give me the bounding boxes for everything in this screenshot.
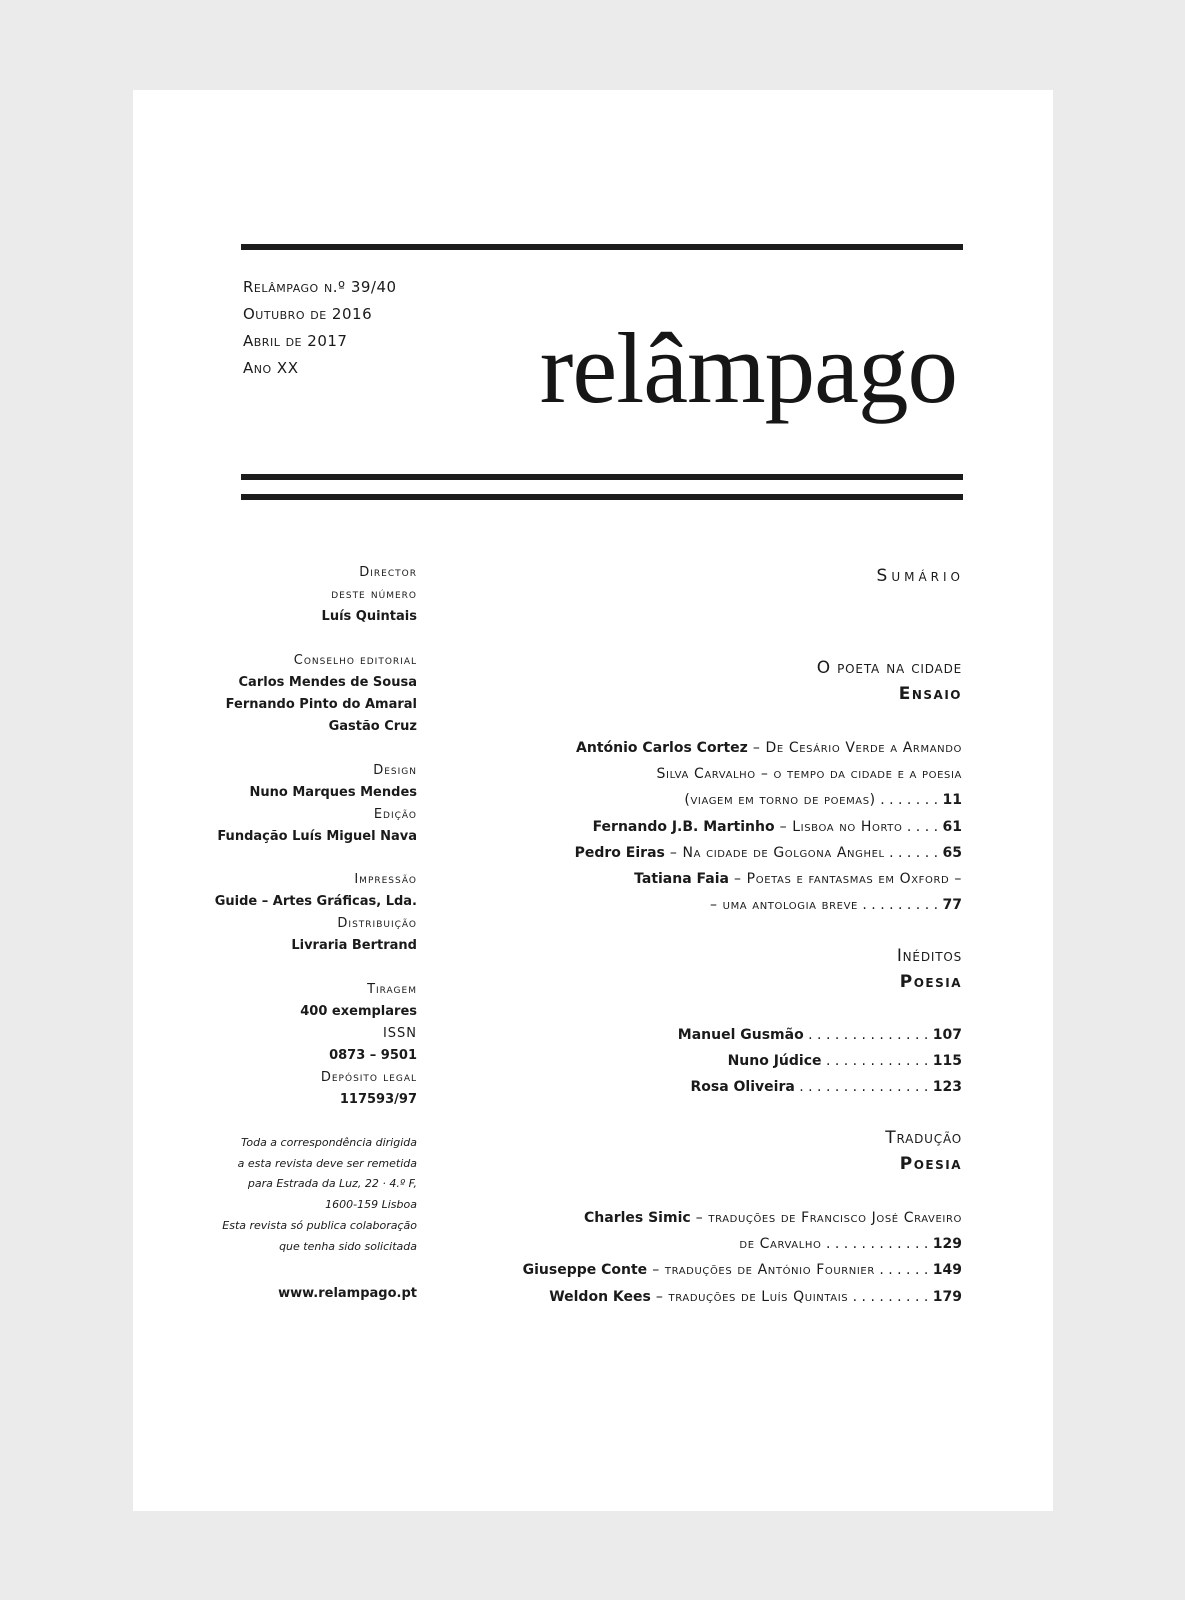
- label: Design: [373, 763, 417, 778]
- website-link[interactable]: www.relampago.pt: [278, 1286, 417, 1301]
- author: Tatiana Faia: [634, 871, 729, 888]
- value: Guide – Artes Gráficas, Lda.: [214, 894, 417, 909]
- page-number: 61: [942, 818, 962, 835]
- label: Conselho editorial: [293, 653, 417, 668]
- section-ensaio-header: [817, 655, 962, 707]
- issue-date-1: Outubro de 2016: [243, 305, 373, 323]
- toc-line: [575, 840, 962, 866]
- note-line: a esta revista deve ser remetida: [237, 1156, 417, 1170]
- value: Luís Quintais: [321, 609, 417, 624]
- section-subtitle: Inéditos: [896, 946, 962, 966]
- entry-title: – uma antologia breve: [710, 897, 858, 914]
- section-ineditos-entries: [678, 1022, 962, 1101]
- toc-line: [575, 787, 962, 813]
- entry-title: – Poetas e fantasmas em Oxford –: [728, 871, 962, 888]
- label: Impressão: [354, 872, 417, 887]
- dot-leader: . . . . . . . . . . . .: [821, 1053, 933, 1070]
- label: Depósito legal: [320, 1070, 417, 1085]
- value: Nuno Marques Mendes: [249, 785, 417, 800]
- dot-leader: . . . . . . .: [875, 792, 943, 809]
- dot-leader: . . . . . . . . . . . . . . .: [794, 1079, 933, 1096]
- author: Manuel Gusmão: [677, 1027, 804, 1043]
- correspondence-note: [222, 1133, 417, 1257]
- value: 0873 – 9501: [329, 1048, 417, 1063]
- credits-tiragem: [300, 979, 417, 1111]
- author: Giuseppe Conte: [522, 1262, 648, 1279]
- top-rule: [241, 244, 963, 250]
- entry-title: – traduções de Francisco José Craveiro: [690, 1210, 962, 1226]
- dot-leader: . . . . . . . . . . . .: [821, 1236, 933, 1253]
- entry-title: – traduções de António Fournier: [647, 1262, 875, 1279]
- note-line: 1600-159 Lisboa: [325, 1198, 417, 1212]
- page-number: 11: [942, 792, 962, 809]
- page-number: 107: [932, 1027, 962, 1043]
- author: Rosa Oliveira: [690, 1079, 795, 1096]
- toc-line: [575, 814, 962, 840]
- toc-line: [678, 1048, 962, 1074]
- entry-title: de Carvalho: [739, 1236, 822, 1253]
- toc-line: [523, 1257, 962, 1283]
- issue-date-2: Abril de 2017: [243, 332, 348, 350]
- page-number: 115: [932, 1053, 962, 1070]
- section-traducao-header: [885, 1125, 962, 1177]
- dot-leader: . . . . . . . . .: [848, 1288, 933, 1305]
- page-number: 129: [932, 1236, 962, 1253]
- page-number: 65: [942, 844, 962, 861]
- author: Weldon Kees: [549, 1288, 651, 1305]
- sumario-title: Sumário: [876, 566, 964, 586]
- value: Fundação Luís Miguel Nava: [217, 829, 417, 844]
- author: Charles Simic: [584, 1210, 691, 1226]
- entry-title: Silva Carvalho – o tempo da cidade e a poesia: [656, 766, 962, 783]
- entry-title: – Na cidade de Golgona Anghel: [664, 844, 885, 861]
- page-number: 123: [932, 1079, 962, 1096]
- dot-leader: . . . . . .: [884, 844, 943, 861]
- label: Director: [359, 565, 417, 580]
- dot-leader: . . . . . . . . .: [857, 897, 943, 914]
- author: Fernando J.B. Martinho: [592, 818, 775, 835]
- value: 400 exemplares: [300, 1004, 417, 1019]
- credits-design: [217, 760, 417, 848]
- label: Tiragem: [367, 982, 417, 997]
- toc-line: [575, 866, 962, 892]
- author: António Carlos Cortez: [576, 740, 748, 756]
- entry-title: (viagem em torno de poemas): [684, 792, 876, 809]
- credits-impressao: [215, 869, 417, 957]
- dot-leader: . . . .: [902, 818, 943, 835]
- toc-line: [523, 1231, 962, 1257]
- toc-line: [575, 892, 962, 918]
- entry-title: – traduções de Luís Quintais: [650, 1288, 849, 1305]
- section-heading: Ensaio: [898, 684, 962, 705]
- toc-line: [575, 735, 962, 761]
- section-subtitle: Tradução: [885, 1128, 962, 1148]
- issue-number: Relâmpago n.º 39/40: [243, 278, 397, 296]
- toc-line: [523, 1205, 962, 1231]
- toc-line: [575, 761, 962, 787]
- section-heading: Poesia: [899, 1154, 962, 1175]
- dot-leader: . . . . . .: [874, 1262, 933, 1279]
- entry-title: – De Cesário Verde a Armando: [747, 740, 962, 756]
- author: Pedro Eiras: [574, 844, 665, 861]
- issue-year: Ano XX: [243, 359, 299, 377]
- note-line: para Estrada da Luz, 22 · 4.º F,: [247, 1177, 417, 1191]
- value: Fernando Pinto do Amaral: [225, 697, 417, 712]
- value: Livraria Bertrand: [291, 938, 417, 953]
- entry-title: – Lisboa no Horto: [774, 818, 903, 835]
- section-heading: Poesia: [899, 972, 962, 993]
- magazine-logo: relâmpago: [539, 312, 957, 424]
- section-traducao-entries: [523, 1205, 962, 1310]
- label: deste número: [331, 587, 417, 602]
- dot-leader: . . . . . . . . . . . . . .: [803, 1027, 933, 1043]
- page-number: 77: [942, 897, 962, 914]
- author: Nuno Júdice: [727, 1053, 822, 1070]
- section-subtitle: O poeta na cidade: [816, 658, 962, 678]
- label: Edição: [373, 807, 417, 822]
- value: 117593/97: [339, 1092, 417, 1107]
- value: Carlos Mendes de Sousa: [238, 675, 417, 690]
- toc-line: [523, 1284, 962, 1310]
- label: ISSN: [382, 1026, 417, 1041]
- section-ensaio-entries: [575, 735, 962, 918]
- double-rule-upper: [241, 474, 963, 480]
- label: Distribuição: [337, 916, 417, 931]
- toc-line: [678, 1074, 962, 1100]
- section-ineditos-header: [897, 943, 962, 995]
- note-line: Esta revista só publica colaboração: [222, 1218, 417, 1232]
- page-number: 179: [932, 1288, 962, 1305]
- value: Gastão Cruz: [328, 719, 417, 734]
- page-number: 149: [932, 1262, 962, 1279]
- credits-conselho: [226, 650, 417, 738]
- note-line: Toda a correspondência dirigida: [241, 1136, 417, 1149]
- credits-director: [322, 562, 417, 628]
- issue-info: [243, 274, 397, 382]
- note-line: que tenha sido solicitada: [279, 1239, 417, 1253]
- double-rule-lower: [241, 494, 963, 500]
- toc-line: [678, 1022, 962, 1048]
